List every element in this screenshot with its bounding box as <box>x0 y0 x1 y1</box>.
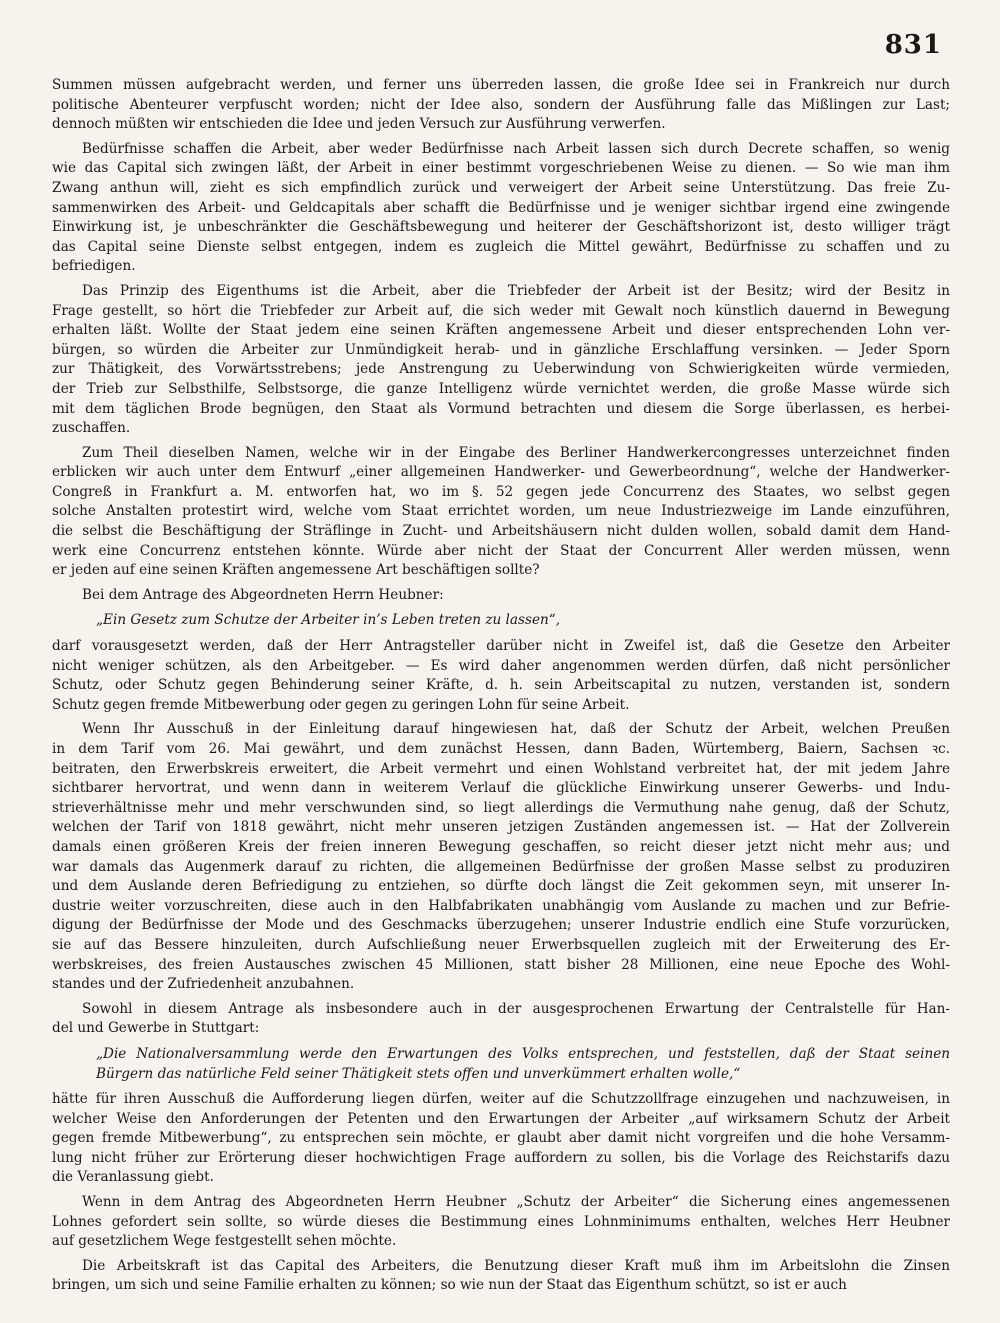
text-line: welcher Weise den Anforderungen der Petenten und den Erwartungen der Arbeiter „auf wirksamern Schutz der Arbeit <box>52 1110 950 1127</box>
text-line: er jeden auf eine seinen Kräften angemessene Art beschäftigen sollte? <box>52 562 540 579</box>
text-line: Summen müssen aufgebracht werden, und ferner uns überreden lassen, die große Idee sei in Frankreich nur durch <box>52 77 950 93</box>
paragraph <box>52 586 950 606</box>
text-line: hätte für ihren Ausschuß die Aufforderung liegen dürfen, weiter auf die Schutzzollfrage einzugehen und nachzuweisen, in <box>52 1091 950 1108</box>
text-line: werbskreises, des freien Austausches zwischen 45 Millionen, statt bisher 28 Millionen, eine neue Epoche des Wohl- <box>52 956 950 973</box>
text-line: zur Thätigkeit, des Vorwärtsstrebens; jede Anstrengung zu Ueberwindung von Schwierigkeiten würde vermieden, <box>52 361 950 378</box>
paragraph <box>52 282 950 439</box>
page-number: 831 <box>884 30 942 60</box>
text-line: werk eine Concurrenz entstehen könnte. Würde aber nicht der Staat der Concurrent Aller werden müssen, wenn <box>52 542 950 559</box>
text-line: „Ein Gesetz zum Schutze der Arbeiter in’s Leben treten zu lassen“, <box>96 612 561 629</box>
text-line: war damals das Augenmerk darauf zu richten, die allgemeinen Bedürfnisse der großen Masse selbst zu produziren <box>52 858 950 875</box>
text-line: die selbst die Beschäftigung der Sträflinge in Zucht- und Arbeitshäusern nicht dulden wollen, sobald damit dem Hand- <box>52 523 950 540</box>
body-text <box>52 76 950 1301</box>
text-line: lung nicht früher zur Erörterung dieser hochwichtigen Frage auffordern zu sollen, bis die Vorlage des Reichstarifs dazu <box>52 1149 950 1166</box>
paragraph <box>52 140 950 277</box>
paragraph <box>52 637 950 715</box>
paragraph <box>52 1257 950 1296</box>
text-line: standes und der Zufriedenheit anzubahnen. <box>52 976 355 993</box>
text-line: Congreß in Frankfurt a. M. entworfen hat, wo im §. 52 gegen jede Concurrenz des Staates, wo selbst gegen <box>52 483 950 500</box>
text-line: wie das Capital sich zwingen läßt, der Arbeit in einer bestimmt vorgeschriebenen Weise zu dienen. — So wie man ihm <box>52 160 950 177</box>
text-line: befriedigen. <box>52 258 136 275</box>
text-line: beitraten, den Erwerbskreis erweitert, die Arbeit vermehrt und einen Wohlstand verbreitet hat, der mit jedem Jahre <box>52 760 950 777</box>
paragraph <box>52 444 950 581</box>
text-line: Einwirkung ist, je unbeschränkter die Geschäftsbewegung und heiterer der Geschäftshorizont ist, desto williger trägt <box>52 219 950 236</box>
text-line: sie auf das Bessere hinzuleiten, durch Aufschließung neuer Erwerbsquellen zugleich mit der Erweiterung des Er- <box>52 936 950 953</box>
text-line: Das Prinzip des Eigenthums ist die Arbeit, aber die Triebfeder der Arbeit ist der Besitz; wird der Besitz in <box>82 282 950 299</box>
text-line: erblicken wir auch unter dem Entwurf „einer allgemeinen Handwerker- und Gewerbeordnung“, welche der Handwerker- <box>52 464 950 481</box>
text-line: in dem Tarif vom 26. Mai gewährt, und dem zunächst Hessen, dann Baden, Würtemberg, Baiern, Sachsen ꝛc. <box>52 741 950 757</box>
text-line: Zum Theil dieselben Namen, welche wir in der Eingabe des Berliner Handwerkercongresses unterzeichnet finden <box>82 444 950 461</box>
text-line: del und Gewerbe in Stuttgart: <box>52 1020 260 1037</box>
text-line: Bedürfnisse schaffen die Arbeit, aber weder Bedürfnisse nach Arbeit lassen sich durch Decrete schaffen, so wenig <box>82 140 950 157</box>
text-line: auf gesetzlichem Wege festgestellt sehen möchte. <box>52 1233 397 1250</box>
text-line: mit dem täglichen Brode begnügen, den Staat als Vormund betrachten und diesem die Sorge überlassen, es herbei- <box>52 400 950 417</box>
text-line: Bürgern das natürliche Feld seiner Thätigkeit stets offen und unverkümmert erhalten wolle,“ <box>96 1065 741 1082</box>
text-line: gegen fremde Mitbewerbung“, zu entsprechen sein möchte, er glaubt aber damit nicht vorgreifen und die hohe Versamm- <box>52 1130 950 1147</box>
text-line: das Capital seine Dienste selbst entgegen, indem es zugleich die Mittel gewährt, Bedürfnisse zu schaffen und zu <box>52 238 950 255</box>
text-line: Schutz gegen fremde Mitbewerbung oder gegen zu geringen Lohn für seine Arbeit. <box>52 696 630 713</box>
paragraph <box>52 720 950 994</box>
block-quote <box>52 1045 950 1084</box>
text-line: der Trieb zur Selbsthilfe, Selbstsorge, die ganze Intelligenz würde vernichtet werden, die große Masse würde sich <box>52 380 950 397</box>
text-line: bürgen, so würden die Arbeiter zur Unmündigkeit herab- und in gänzliche Erschlaffung versinken. — Jeder Sporn <box>52 341 950 358</box>
text-line: welchen der Tarif von 1818 gewährt, nicht mehr unseren jetzigen Zuständen angemessen ist. — Hat der Zollverein <box>52 819 950 836</box>
text-line: politische Abenteurer verpfuscht worden; nicht der Idee also, sondern der Ausführung falle das Mißlingen zur Last; <box>52 96 950 113</box>
paragraph <box>52 1000 950 1039</box>
text-line: solche Anstalten protestirt wird, welche vom Staat errichtet worden, um neue Industriezweige im Lande einzuführen, <box>52 503 950 520</box>
paragraph <box>52 76 950 135</box>
text-line: digung der Bedürfnisse der Mode und des Geschmacks überzugehen; unserer Industrie endlich eine Stufe vorzurücken, <box>52 917 950 934</box>
text-line: damals einen größeren Kreis der freien inneren Bewegung geschaffen, so reicht dieser jetzt nicht mehr aus; und <box>52 838 950 855</box>
text-line: sammenwirken des Arbeit- und Geldcapitals aber schafft die Bedürfnisse und je weniger sichtbar irgend eine zwingende <box>52 199 950 216</box>
text-line: Die Arbeitskraft ist das Capital des Arbeiters, die Benutzung dieser Kraft muß ihm im Arbeitslohn die Zinsen <box>82 1257 950 1274</box>
text-line: Bei dem Antrage des Abgeordneten Herrn Heubner: <box>82 586 444 603</box>
text-line: strieverhältnisse mehr und mehr verschwunden sind, so liegt allerdings die Vermuthung nahe genug, daß der Schutz, <box>52 799 950 816</box>
text-line: Frage gestellt, so hört die Triebfeder zur Arbeit auf, die sich weder mit Gewalt noch künstlich dauernd in Bewegung <box>52 302 950 319</box>
text-line: Wenn in dem Antrag des Abgeordneten Herrn Heubner „Schutz der Arbeiter“ die Sicherung eines angemessenen <box>82 1194 950 1211</box>
text-line: dustrie weiter vorzuschreiten, diese auch in den Halbfabrikaten unabhängig vom Auslande zu machen und zur Befrie- <box>52 897 950 914</box>
text-line: nicht weniger schützen, als den Arbeitgeber. — Es wird daher angenommen werden dürfen, daß nicht persönlicher <box>52 657 950 674</box>
block-quote <box>52 611 950 631</box>
paragraph <box>52 1193 950 1252</box>
text-line: bringen, um sich und seine Familie erhalten zu können; so wie nun der Staat das Eigenthum schützt, so ist er auch <box>52 1277 847 1294</box>
text-line: dennoch müßten wir entschieden die Idee und jeden Versuch zur Ausführung verwerfen. <box>52 116 666 133</box>
text-line: Lohnes gefordert sein sollte, so würde dieses die Bestimmung eines Lohnminimums enthalten, welches Herr Heubner <box>52 1213 950 1230</box>
text-line: zuschaffen. <box>52 420 131 437</box>
text-line: Zwang anthun will, zieht es sich empfindlich zurück und verweigert der Arbeit seine Unterstützung. Das freie Zu- <box>52 179 950 196</box>
text-line: sichtbarer hervortrat, und wenn dann in weiterem Verlauf die glückliche Einwirkung unserer Gewerbs- und Indu- <box>52 780 950 797</box>
text-line: Sowohl in diesem Antrage als insbesondere auch in der ausgesprochenen Erwartung der Centralstelle für Han- <box>82 1000 950 1017</box>
text-line: und dem Auslande deren Befriedigung zu entziehen, so dürfte doch längst die Zeit gekommen seyn, mit unserer In- <box>52 878 950 895</box>
text-line: „Die Nationalversammlung werde den Erwartungen des Volks entsprechen, und feststellen, daß der Staat seinen <box>96 1045 950 1062</box>
text-line: Wenn Ihr Ausschuß in der Einleitung darauf hingewiesen hat, daß der Schutz der Arbeit, welchen Preußen <box>82 721 950 738</box>
text-line: die Veranlassung giebt. <box>52 1169 214 1186</box>
text-line: darf vorausgesetzt werden, daß der Herr Antragsteller darüber nicht in Zweifel ist, daß die Gesetze den Arbeiter <box>52 638 950 655</box>
text-line: Schutz, oder Schutz gegen Behinderung seiner Kräfte, d. h. sein Arbeitscapital zu nutzen, verstanden ist, sondern <box>52 677 950 694</box>
paragraph <box>52 1090 950 1188</box>
text-line: erhalten läßt. Wollte der Staat jedem eine seinen Kräften angemessene Arbeit und dieser entsprechenden Lohn ver- <box>52 322 950 339</box>
